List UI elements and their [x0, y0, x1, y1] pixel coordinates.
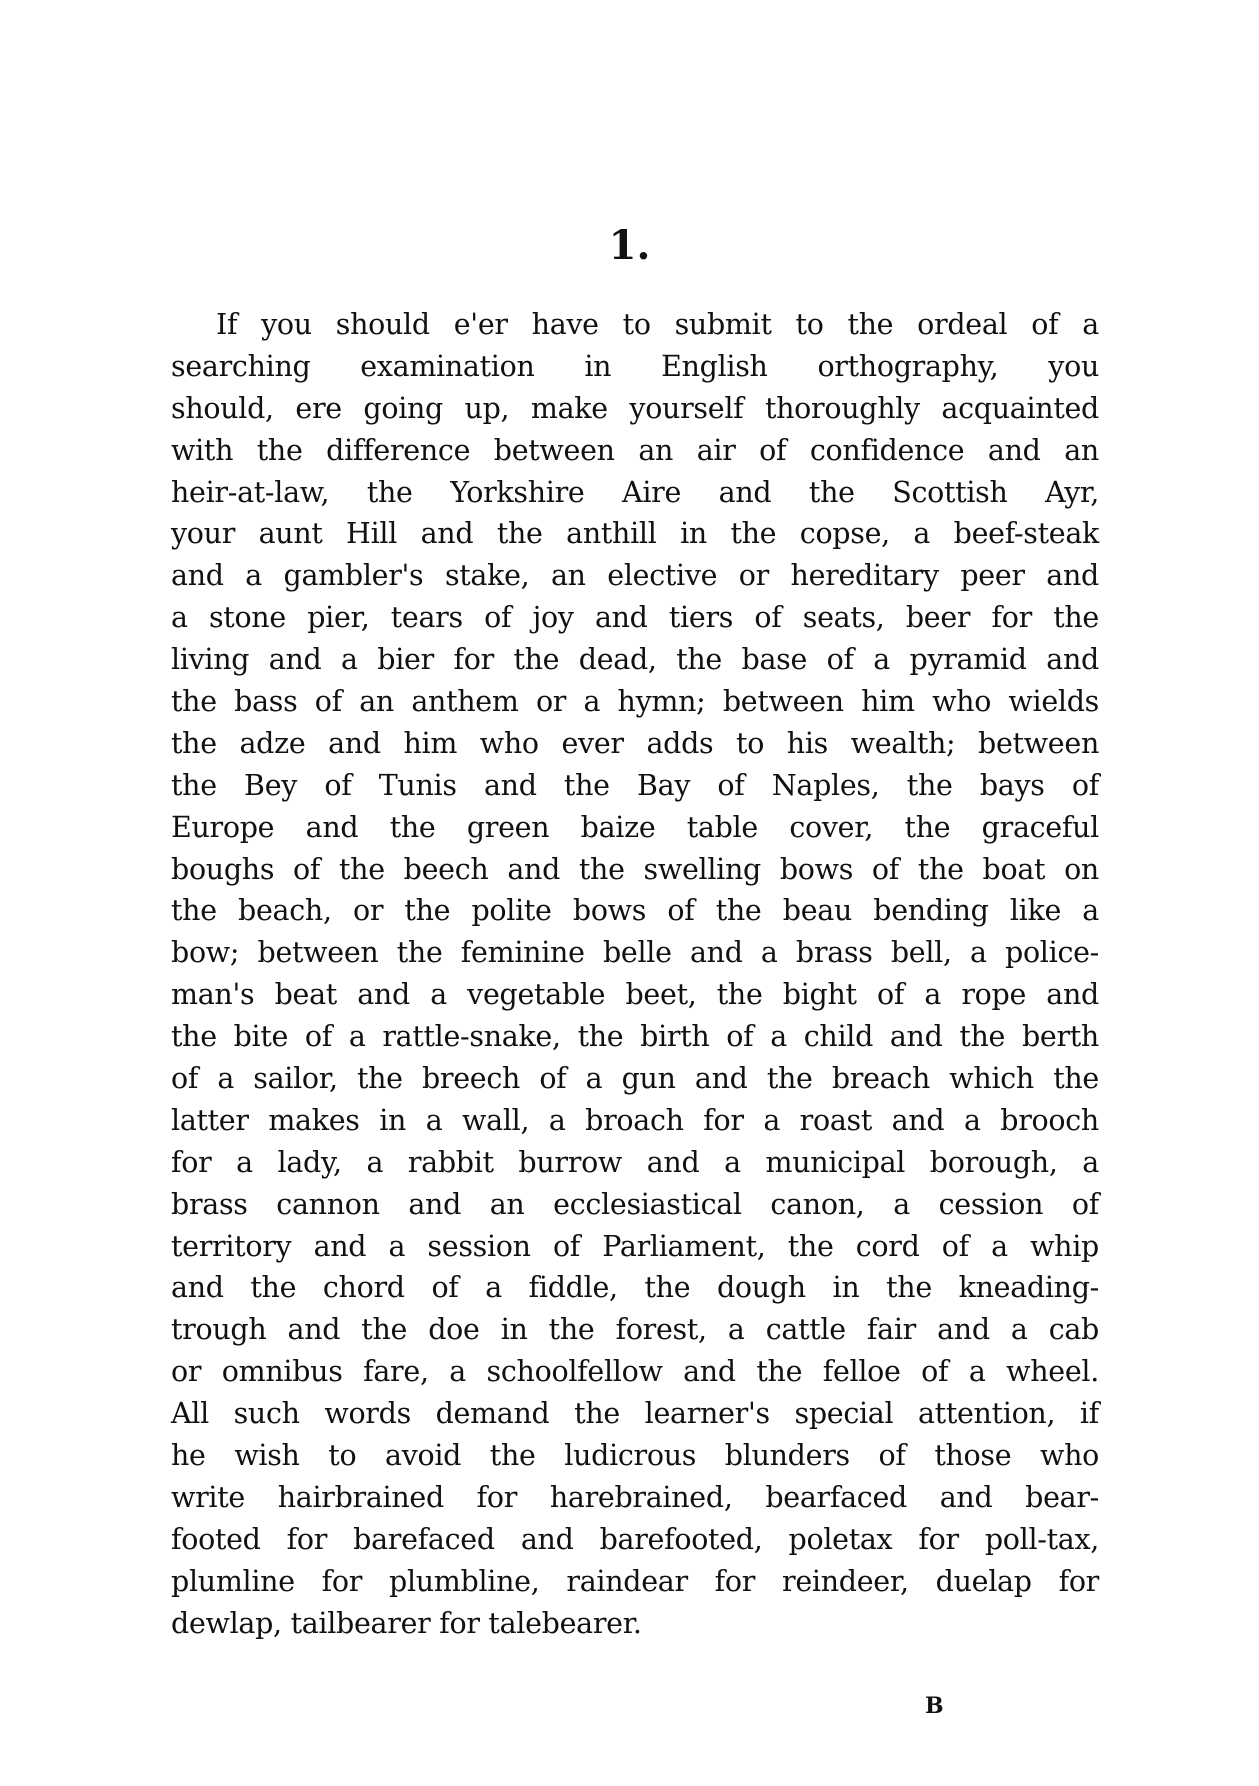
text-line: your aunt Hill and the anthill in the copse, a beef-steak [171, 517, 1099, 551]
text-line: boughs of the beech and the swelling bows of the boat on [171, 852, 1099, 886]
text-line: write hairbrained for harebrained, bearfaced and bear- [171, 1480, 1099, 1514]
text-line: of a sailor, the breech of a gun and the breach which the [171, 1062, 1099, 1096]
text-line: heir-at-law, the Yorkshire Aire and the Scottish Ayr, [171, 475, 1099, 509]
text-line: he wish to avoid the ludicrous blunders of those who [171, 1439, 1099, 1473]
text-line: If you should e'er have to submit to the ordeal of a [216, 308, 1099, 341]
text-line: trough and the doe in the forest, a cattle fair and a cab [171, 1313, 1099, 1347]
text-line: Europe and the green baize table cover, the graceful [171, 810, 1099, 844]
text-line: the Bey of Tunis and the Bay of Naples, the bays of [171, 768, 1099, 802]
text-line: searching examination in English orthography, you [171, 349, 1099, 383]
text-line: the bass of an anthem or a hymn; between him who wields [171, 685, 1099, 719]
text-line: footed for barefaced and barefooted, poletax for poll-tax, [171, 1522, 1099, 1556]
text-line: and the chord of a fiddle, the dough in the kneading- [171, 1271, 1099, 1305]
text-line: living and a bier for the dead, the base of a pyramid and [171, 643, 1099, 677]
text-line: should, ere going up, make yourself thoroughly acquainted [171, 391, 1099, 425]
text-line: or omnibus fare, a schoolfellow and the felloe of a wheel. [171, 1355, 1099, 1389]
text-line: for a lady, a rabbit burrow and a municipal borough, a [171, 1145, 1099, 1179]
text-line: dewlap, tailbearer for talebearer. [171, 1606, 642, 1640]
text-line: bow; between the feminine belle and a brass bell, a police- [171, 936, 1099, 970]
text-line: a stone pier, tears of joy and tiers of seats, beer for the [171, 601, 1099, 635]
text-line: territory and a session of Parliament, the cord of a whip [171, 1229, 1099, 1263]
signature-mark: B [925, 1693, 944, 1719]
text-line: the beach, or the polite bows of the beau bending like a [171, 894, 1099, 928]
text-line: the adze and him who ever adds to his wealth; between [171, 726, 1099, 760]
text-line: man's beat and a vegetable beet, the bight of a rope and [171, 978, 1099, 1012]
text-line: with the difference between an air of confidence and an [171, 433, 1099, 467]
section-number: 1. [608, 222, 651, 269]
text-line: latter makes in a wall, a broach for a roast and a brooch [171, 1103, 1099, 1137]
text-line: All such words demand the learner's special attention, if [171, 1397, 1099, 1431]
paragraph [171, 304, 1099, 1645]
text-line: and a gambler's stake, an elective or hereditary peer and [171, 559, 1099, 593]
text-line: the bite of a rattle-snake, the birth of a child and the berth [171, 1020, 1099, 1054]
text-line: plumline for plumbline, raindear for reindeer, duelap for [171, 1564, 1099, 1598]
text-line: brass cannon and an ecclesiastical canon, a cession of [171, 1187, 1099, 1221]
